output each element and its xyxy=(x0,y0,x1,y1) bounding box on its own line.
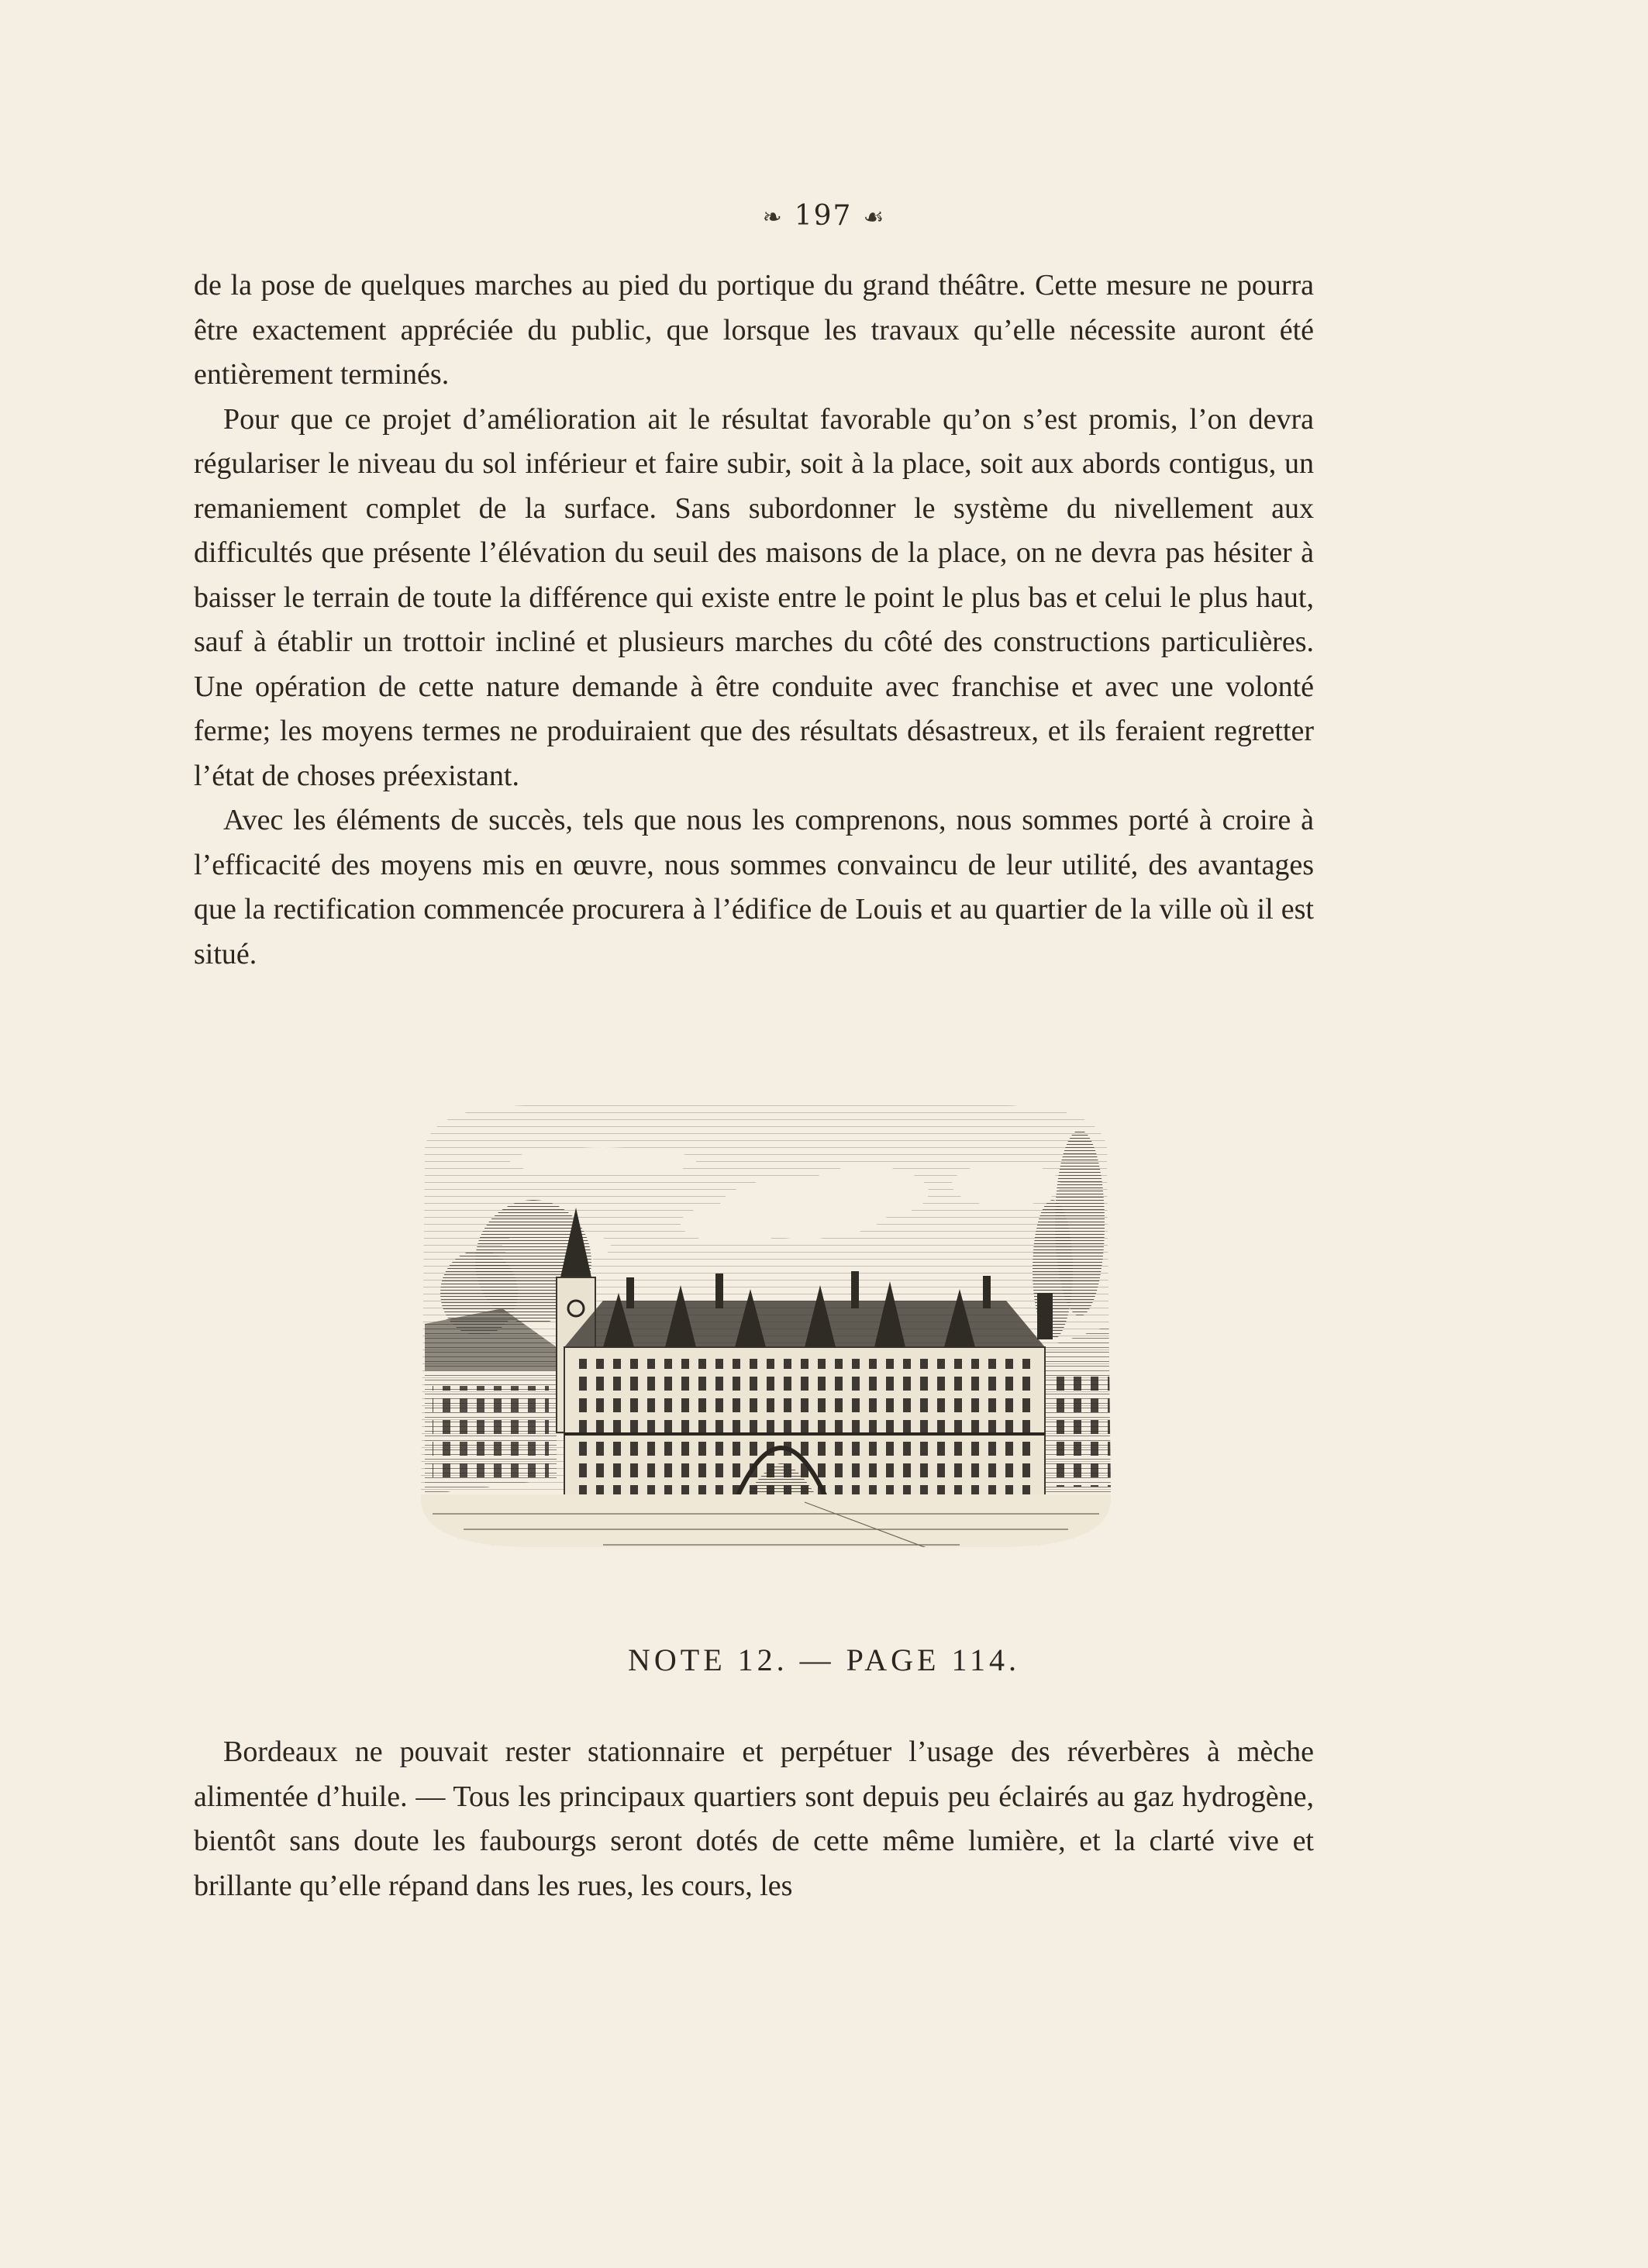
main-text-block xyxy=(194,264,1314,977)
paragraph: Avec les éléments de succès, tels que nous les comprenons, nous sommes porté à croire à l’efficacité des moyens mis en œuvre, nous sommes convaincu de leur utilité, des avantages que la rectification commencée procurera à l’édifice de Louis et au quartier de la ville où il est situé. xyxy=(194,804,1314,970)
paragraph: Pour que ce projet d’amélioration ait le résultat favorable qu’on s’est promis, l’on devra régulariser le niveau du sol inférieur et faire subir, soit à la place, soit aux abords contigus, un remaniement complet de la surface. Sans subordonner le système du nivellement aux difficultés que présente l’élévation du seuil des maisons de la place, on ne devra pas hésiter à baisser le terrain de toute la différence qui existe entre le point le plus bas et celui le plus haut, sauf à établir un trottoir incliné et plusieurs marches du côté des constructions particulières. Une opération de cette nature demande à être conduite avec franchise et avec une volonté ferme; les moyens termes ne produiraient que des résultats désastreux, et ils feraient regretter l’état de choses préexistant. xyxy=(194,402,1314,792)
paragraph: Bordeaux ne pouvait rester stationnaire et perpétuer l’usage des réverbères à mèche alimentée d’huile. — Tous les principaux quartiers sont depuis peu éclairés au gaz hydrogène, bientôt sans doute les faubourgs seront dotés de cette même lumière, et la clarté vive et brillante qu’elle répand dans les rues, les cours, les xyxy=(194,1735,1314,1902)
fleuron-right-icon: ☙ xyxy=(863,204,886,231)
page-number: 197 xyxy=(794,200,853,232)
fleuron-left-icon: ❧ xyxy=(762,204,784,231)
chateau-engraving-illustration xyxy=(371,1091,1161,1558)
page-number-header xyxy=(0,200,1648,232)
note-heading: NOTE 12. — PAGE 114. xyxy=(628,1642,1020,1677)
note-text-block xyxy=(194,1730,1314,1908)
paragraph: de la pose de quelques marches au pied du portique du grand théâtre. Cette mesure ne pourra être exactement appréciée du public, que lorsque les travaux qu’elle nécessite auront été entièrement terminés. xyxy=(194,269,1314,391)
